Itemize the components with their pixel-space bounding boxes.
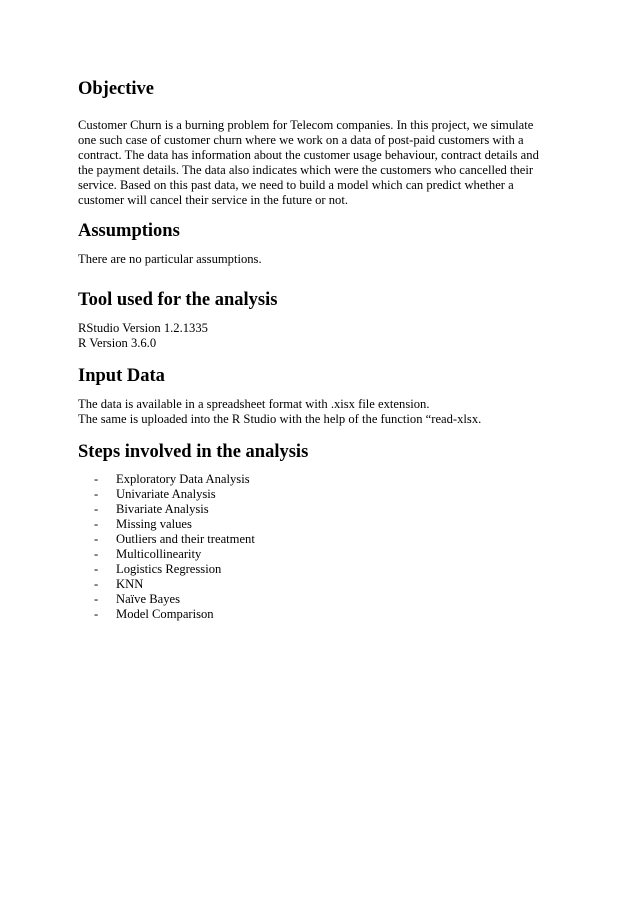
tool-line: R Version 3.6.0	[78, 336, 157, 350]
list-item	[78, 592, 558, 607]
bullet-dash: -	[94, 577, 99, 591]
list-item-text: Outliers and their treatment	[116, 532, 255, 546]
heading-assumptions: Assumptions	[78, 221, 180, 241]
objective-line: Customer Churn is a burning problem for Telecom companies. In this project, we simulate	[78, 118, 534, 132]
document-page	[78, 78, 558, 622]
list-item	[78, 532, 558, 547]
list-item-text: Logistics Regression	[116, 562, 222, 576]
list-item	[78, 502, 558, 517]
heading-objective: Objective	[78, 79, 155, 99]
list-item	[78, 472, 558, 487]
objective-line: the payment details. The data also indicates which were the customers who cancelled their	[78, 163, 534, 177]
list-item	[78, 547, 558, 562]
bullet-dash: -	[94, 532, 99, 546]
list-item-text: Multicollinearity	[116, 547, 202, 561]
list-item-text: Missing values	[116, 517, 192, 531]
heading-tool: Tool used for the analysis	[78, 290, 278, 310]
tool-paragraph	[78, 321, 558, 351]
list-item-text: Exploratory Data Analysis	[116, 472, 250, 486]
objective-line: service. Based on this past data, we need to build a model which can predict whether a	[78, 178, 514, 192]
list-item	[78, 562, 558, 577]
list-item-text: Univariate Analysis	[116, 487, 216, 501]
heading-steps: Steps involved in the analysis	[78, 442, 309, 462]
bullet-dash: -	[94, 547, 99, 561]
bullet-dash: -	[94, 562, 99, 576]
steps-list	[78, 472, 558, 622]
input-line: The data is available in a spreadsheet format with .xisx file extension.	[78, 397, 430, 411]
assumptions-paragraph: There are no particular assumptions.	[78, 252, 262, 266]
list-item-text: KNN	[116, 577, 144, 591]
heading-input-data: Input Data	[78, 366, 165, 386]
bullet-dash: -	[94, 502, 99, 516]
list-item-text: Naïve Bayes	[116, 592, 180, 606]
objective-paragraph	[78, 118, 558, 208]
objective-line: customer will cancel their service in the future or not.	[78, 193, 348, 207]
input-paragraph	[78, 397, 558, 427]
objective-line: one such case of customer churn where we work on a data of post-paid customers with a	[78, 133, 524, 147]
input-line: The same is uploaded into the R Studio with the help of the function “read-xlsx.	[78, 412, 482, 426]
bullet-dash: -	[94, 472, 99, 486]
bullet-dash: -	[94, 517, 99, 531]
bullet-dash: -	[94, 592, 99, 606]
tool-line: RStudio Version 1.2.1335	[78, 321, 208, 335]
bullet-dash: -	[94, 487, 99, 501]
list-item-text: Bivariate Analysis	[116, 502, 209, 516]
objective-line: contract. The data has information about the customer usage behaviour, contract details and	[78, 148, 539, 162]
list-item-text: Model Comparison	[116, 607, 214, 621]
list-item	[78, 577, 558, 592]
list-item	[78, 517, 558, 532]
bullet-dash: -	[94, 607, 99, 621]
list-item	[78, 607, 558, 622]
list-item	[78, 487, 558, 502]
